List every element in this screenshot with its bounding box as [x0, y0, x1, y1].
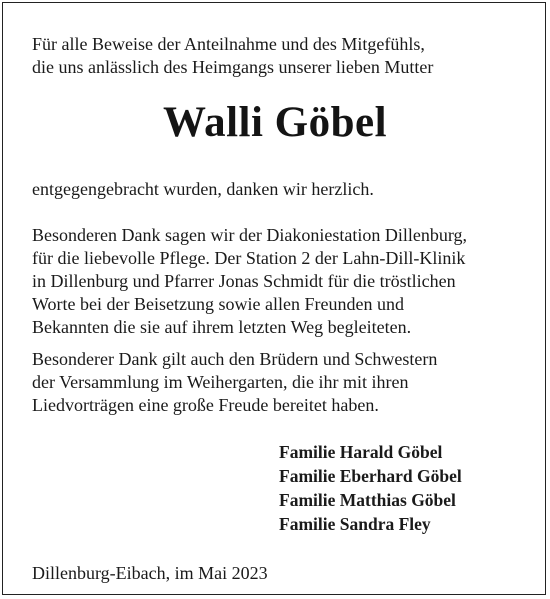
intro-text: [32, 33, 433, 79]
place-date: Dillenburg-Eibach, im Mai 2023: [32, 563, 268, 583]
paragraph-line: Liedvorträgen eine große Freude bereitet haben.: [32, 395, 379, 415]
congregation-thanks-paragraph: [32, 348, 437, 417]
family-signatures: [279, 440, 462, 536]
obituary-notice: [2, 2, 546, 595]
intro-line: Für alle Beweise der Anteilnahme und des Mitgefühls,: [32, 34, 425, 54]
paragraph-line: in Dillenburg und Pfarrer Jonas Schmidt für die tröstlichen: [32, 271, 456, 291]
family-name: Familie Sandra Fley: [279, 514, 431, 534]
paragraph-line: Besonderer Dank gilt auch den Brüdern und Schwestern: [32, 349, 438, 369]
paragraph-line: Besonderen Dank sagen wir der Diakoniestation Dillenburg,: [32, 225, 468, 245]
paragraph-line: der Versammlung im Weihergarten, die ihr mit ihren: [32, 372, 409, 392]
thanks-paragraph: [32, 178, 374, 201]
family-name: Familie Matthias Göbel: [279, 490, 456, 510]
paragraph-line: Worte bei der Beisetzung sowie allen Freunden und: [32, 294, 404, 314]
family-name: Familie Harald Göbel: [279, 442, 443, 462]
special-thanks-paragraph: [32, 224, 467, 339]
deceased-name: Walli Göbel: [162, 99, 388, 146]
intro-line: die uns anlässlich des Heimgangs unserer lieben Mutter: [32, 57, 434, 77]
paragraph-line: entgegengebracht wurden, danken wir herzlich.: [32, 179, 374, 199]
paragraph-line: für die liebevolle Pflege. Der Station 2 der Lahn-Dill-Klinik: [32, 248, 466, 268]
paragraph-line: Bekannten die sie auf ihrem letzten Weg begleiteten.: [32, 317, 412, 337]
family-name: Familie Eberhard Göbel: [279, 466, 462, 486]
